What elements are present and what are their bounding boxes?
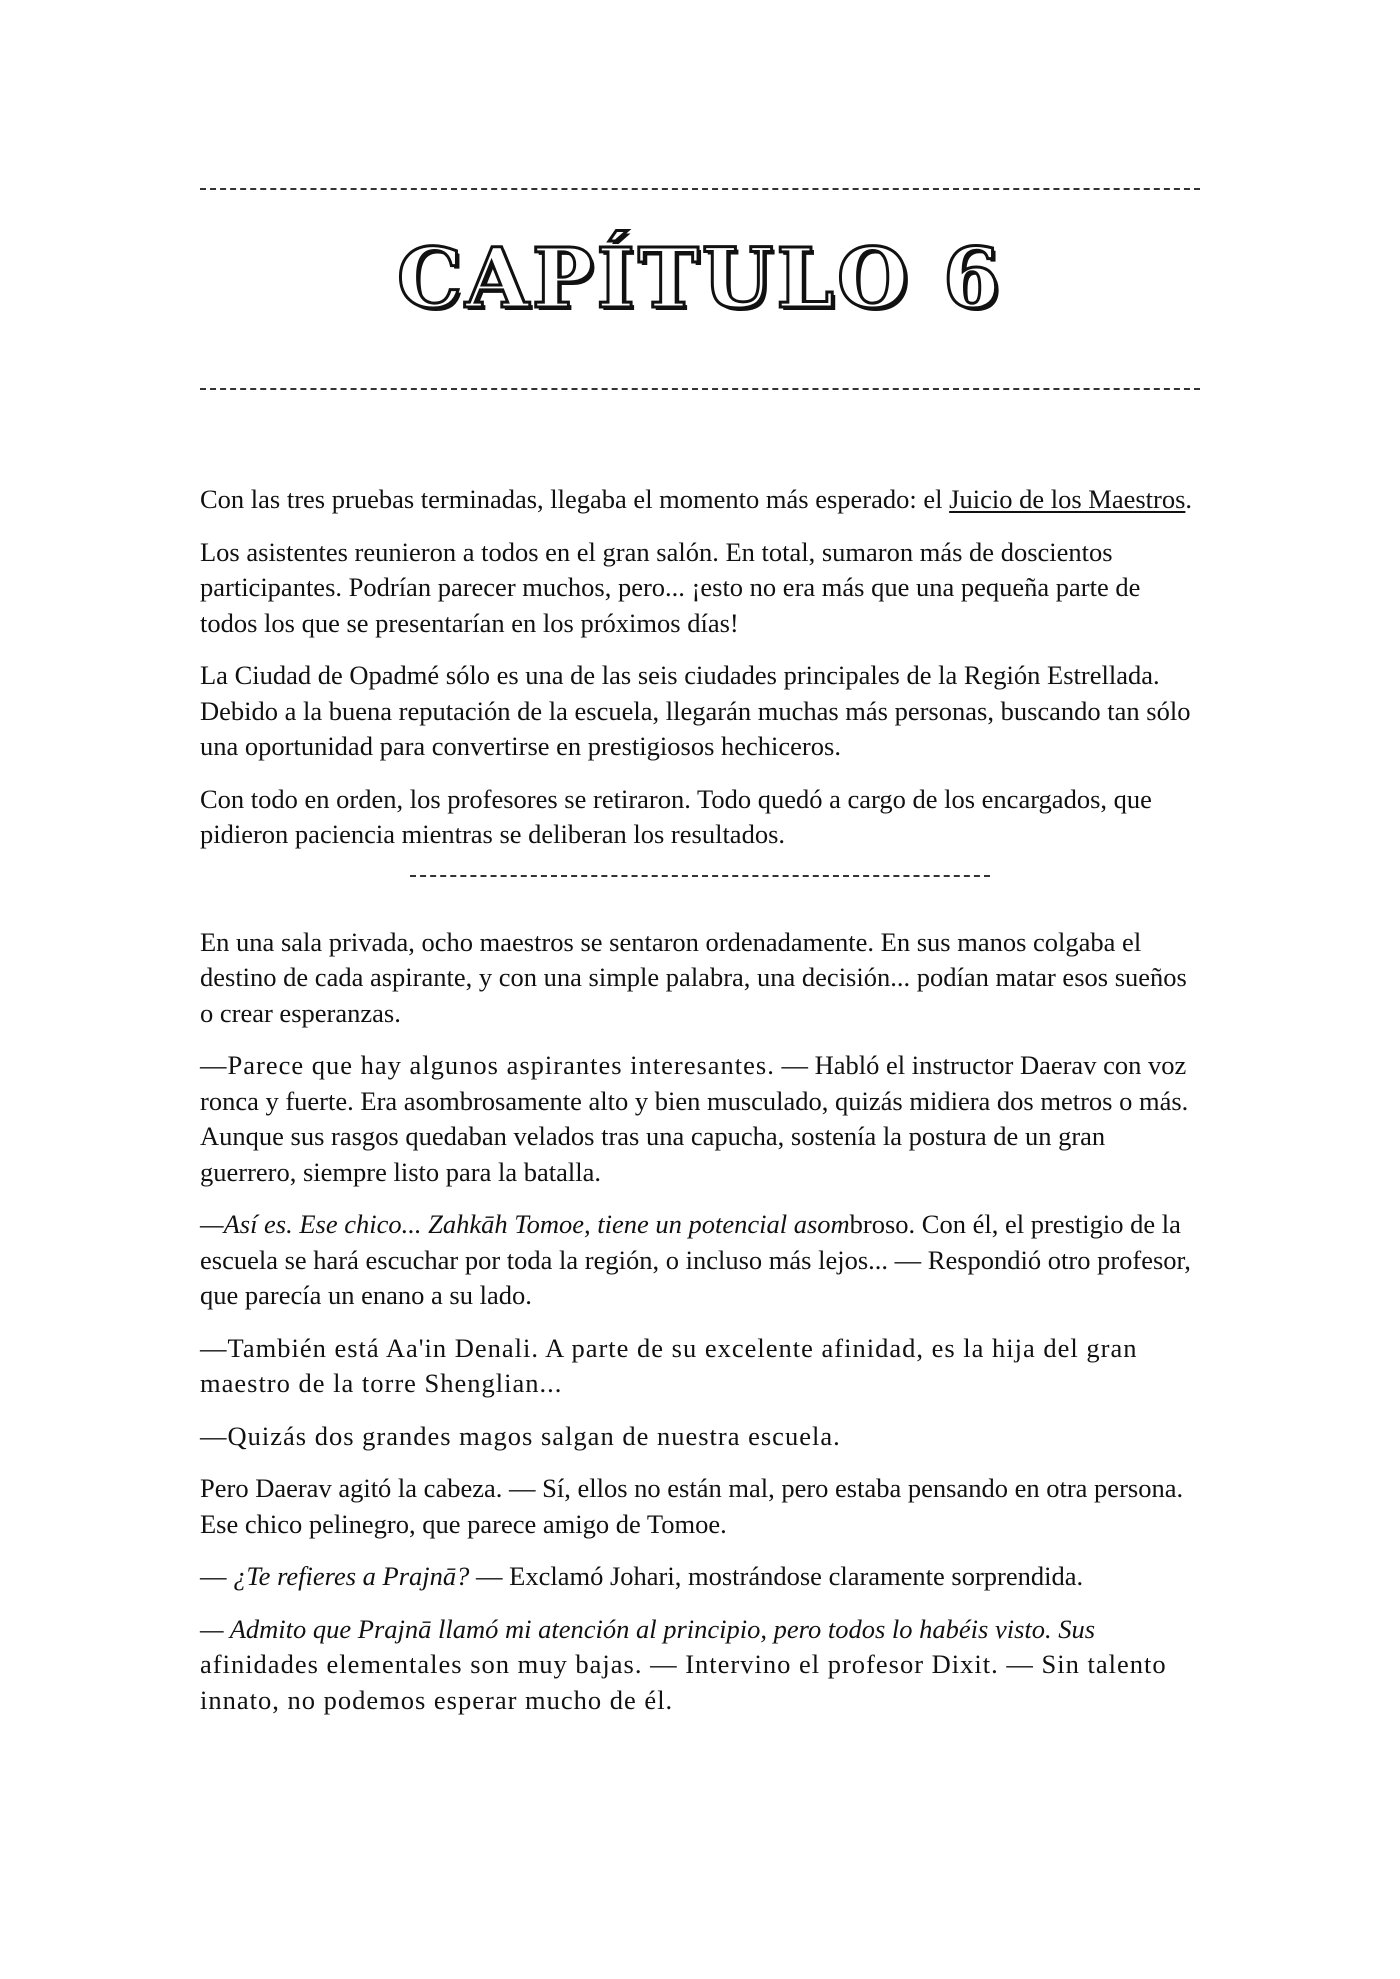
paragraph-6-dialogue: —Parece que hay algunos aspirantes interesantes. (200, 1050, 775, 1080)
paragraph-1-end: . (1185, 484, 1193, 514)
paragraph-11-dash: — (200, 1561, 234, 1591)
paragraph-11-rest: — Exclamó Johari, mostrándose claramente sorprendida. (469, 1561, 1084, 1591)
chapter-body (200, 482, 1200, 1735)
paragraph-7-rest: broso. Con él, el prestigio de la escuela se hará escuchar por toda la región, o incluso más lejos... — Respondió otro profesor, que parecía un enano a su lado. (200, 1209, 1191, 1310)
paragraph-8: —También está Aa'in Denali. A parte de su excelente afinidad, es la hija del gran maestro de la torre Shenglian... (200, 1332, 1138, 1398)
paragraph-1 (200, 482, 1200, 518)
paragraph-12 (200, 1612, 1200, 1719)
top-dashed-divider (200, 188, 1200, 190)
paragraph-9: —Quizás dos grandes magos salgan de nuestra escuela. (200, 1420, 841, 1451)
paragraph-4: Con todo en orden, los profesores se retiraron. Todo quedó a cargo de los encargados, que pidieron paciencia mientras se deliberan los resultados. (200, 783, 1152, 849)
chapter-title: CAPÍTULO 6 (396, 231, 1004, 327)
paragraph-11 (200, 1559, 1200, 1595)
paragraph-5: En una sala privada, ocho maestros se sentaron ordenadamente. En sus manos colgaba el destino de cada aspirante, y con una simple palabra, una decisión... podían matar esos sueños o crear esperanzas. (200, 926, 1187, 1028)
paragraph-6-narration: — Habló el instructor Daerav con voz ronca y fuerte. Era asombrosamente alto y bien musculado, quizás midiera dos metros o más. Aunque sus rasgos quedaban velados tras una capucha, sostenía la postura de un gran guerrero, siempre listo para la batalla. (200, 1050, 1189, 1187)
paragraph-1-text: Con las tres pruebas terminadas, llegaba el momento más esperado: el (200, 484, 950, 514)
paragraph-11-italic: ¿Te refieres a Prajnā? (233, 1561, 470, 1591)
juicio-link-text: Juicio de los Maestros (949, 484, 1186, 514)
paragraph-7-italic: —Así es. Ese chico... Zahkāh Tomoe, tiene un potencial asom (200, 1209, 850, 1239)
paragraph-2: Los asistentes reunieron a todos en el gran salón. En total, sumaron más de doscientos participantes. Podrían parecer muchos, pero... ¡esto no era más que una pequeña parte de todos los que se presentarían en los próximos días! (200, 536, 1141, 638)
paragraph-12-rest: afinidades elementales son muy bajas. — Intervino el profesor Dixit. — Sin talento innato, no podemos esperar mucho de él. (200, 1649, 1167, 1715)
paragraph-3: La Ciudad de Opadmé sólo es una de las seis ciudades principales de la Región Estrellada. Debido a la buena reputación de la escuela, llegarán muchas más personas, buscando tan sólo una oportunidad para convertirse en prestigiosos hechiceros. (200, 660, 1191, 761)
paragraph-12-italic: — Admito que Prajnā llamó mi atención al principio, pero todos lo habéis visto. Sus (200, 1613, 1096, 1644)
paragraph-7 (200, 1207, 1200, 1314)
section-dashed-divider (410, 875, 990, 877)
paragraph-10: Pero Daerav agitó la cabeza. — Sí, ellos no están mal, pero estaba pensando en otra persona. Ese chico pelinegro, que parece amigo de Tomoe. (200, 1473, 1184, 1539)
bottom-dashed-divider (200, 388, 1200, 390)
paragraph-6 (200, 1048, 1200, 1190)
